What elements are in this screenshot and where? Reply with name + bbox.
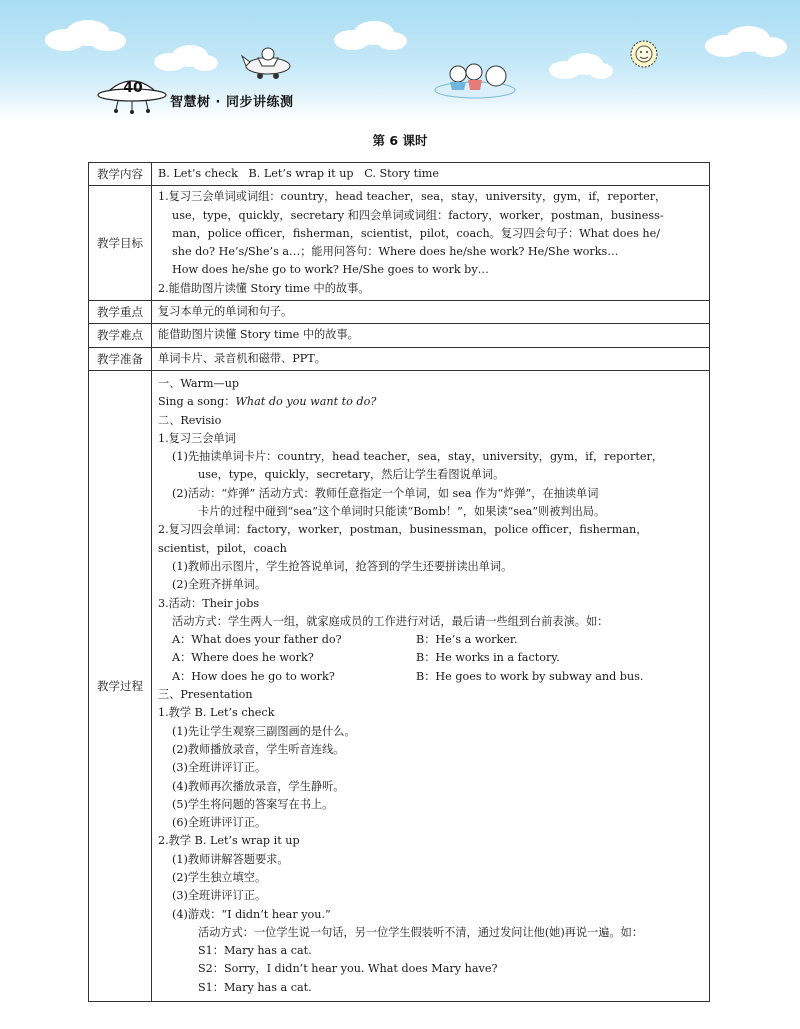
game-line: S2：Sorry，I didn’t hear you. What does Mary have? — [198, 962, 498, 976]
dialogue-a: A：Where does he work? — [172, 651, 314, 665]
step-line: 2.教学 B. Let’s wrap it up — [158, 834, 300, 848]
content-text: B. Let’s check B. Let’s wrap it up C. Story time — [158, 167, 439, 180]
cloud-icon — [40, 18, 130, 54]
step-line: (4)教师再次播放录音，学生静听。 — [172, 779, 345, 793]
row-content — [152, 370, 710, 1001]
step-line: (2)教师播放录音，学生听音连线。 — [172, 742, 345, 756]
objective-line: she do? He’s/She’s a…；能用问答句：Where does he/she work? He/She works… — [172, 245, 619, 259]
row-content — [152, 324, 710, 347]
row-label: 教学难点 — [89, 324, 152, 347]
game-line: S1：Mary has a cat. — [198, 944, 312, 958]
content-text: 能借助图片读懂 Story time 中的故事。 — [158, 328, 359, 342]
row-label: 教学重点 — [89, 301, 152, 324]
row-content — [152, 186, 710, 301]
dialogue-row — [158, 649, 705, 667]
table-row — [89, 370, 710, 1001]
song-line — [158, 393, 705, 411]
cloud-icon — [545, 52, 615, 82]
dialogue-row — [158, 631, 705, 649]
row-label: 教学目标 — [89, 186, 152, 301]
section-heading: 三、Presentation — [158, 688, 253, 702]
sun-icon — [626, 36, 662, 72]
song-prefix: Sing a song： — [158, 395, 236, 409]
section-heading: 一、Warm—up — [158, 376, 240, 390]
dialogue-a: A：How does he go to work? — [172, 669, 335, 683]
song-title: What do you want to do? — [235, 395, 377, 409]
step-line: (1)教师出示图片，学生抢答说单词，抢答到的学生还要拼读出单词。 — [172, 559, 513, 573]
step-line: use，type，quickly，secretary，然后让学生看图说单词。 — [198, 468, 505, 482]
dialogue-row — [158, 668, 705, 686]
content-text: 复习本单元的单词和句子。 — [158, 305, 293, 319]
step-line: 卡片的过程中碰到“sea”这个单词时只能读“Bomb！”，如果读“sea”则被判出局。 — [198, 505, 606, 519]
step-line: (2)全班齐拼单词。 — [172, 578, 267, 592]
step-line: (2)学生独立填空。 — [172, 870, 267, 884]
book-title: 智慧树 · 同步讲练测 — [170, 95, 294, 110]
objective-line: 2.能借助图片读懂 Story time 中的故事。 — [158, 281, 370, 295]
game-line: S1：Mary has a cat. — [198, 980, 312, 994]
step-line: 3.活动：Their jobs — [158, 596, 260, 610]
cloud-icon — [330, 20, 410, 52]
step-line: scientist，pilot，coach — [158, 541, 287, 555]
objective-line: use，type，quickly，secretary 和四会单词或词组：factory，worker，postman，business- — [172, 208, 664, 222]
airplane-icon — [240, 42, 298, 84]
step-line: 活动方式：学生两人一组，就家庭成员的工作进行对话，最后请一些组到台前表演。如： — [172, 614, 609, 628]
step-line: 活动方式：一位学生说一句话，另一位学生假装听不清，通过发问让他(她)再说一遍。如： — [198, 925, 644, 939]
table-row — [89, 347, 710, 370]
row-label: 教学内容 — [89, 163, 152, 186]
dialogue-b: B：He works in a factory. — [416, 651, 560, 665]
table-row — [89, 163, 710, 186]
row-label: 教学准备 — [89, 347, 152, 370]
table-row — [89, 301, 710, 324]
cloud-icon — [700, 24, 790, 60]
table-row — [89, 324, 710, 347]
lesson-title: 第 6 课时 — [372, 133, 428, 148]
section-heading: 二、Revisio — [158, 413, 222, 427]
kids-on-cloud-icon — [430, 60, 520, 100]
step-line: 2.复习四会单词：factory，worker，postman，businessman，police officer，fisherman， — [158, 523, 648, 537]
step-line: 1.教学 B. Let’s check — [158, 706, 275, 720]
step-line: 1.复习三会单词 — [158, 431, 236, 445]
row-content — [152, 301, 710, 324]
dialogue-a: A：What does your father do? — [172, 633, 342, 647]
step-line: (3)全班讲评订正。 — [172, 761, 267, 775]
row-content — [152, 347, 710, 370]
cloud-icon — [150, 44, 220, 74]
step-line: (3)全班讲评订正。 — [172, 889, 267, 903]
step-line: (6)全班讲评订正。 — [172, 816, 267, 830]
table-row — [89, 186, 710, 301]
objective-line: man，police officer，fisherman，scientist，pilot，coach。复习四会句子：What does he/ — [172, 226, 661, 240]
dialogue-b: B：He goes to work by subway and bus. — [416, 669, 644, 683]
step-line: (1)教师讲解答题要求。 — [172, 852, 289, 866]
lesson-plan-table — [88, 162, 710, 1002]
page-number: 40 — [123, 80, 143, 96]
step-line: (2)活动：“炸弹” 活动方式：教师任意指定一个单词，如 sea 作为“炸弹”，在抽读单词 — [172, 486, 599, 500]
row-content — [152, 163, 710, 186]
objective-line: 1.复习三会单词或词组：country，head teacher，sea，stay，university，gym，if，reporter， — [158, 190, 667, 204]
objective-line: How does he/she go to work? He/She goes to work by… — [172, 263, 489, 277]
step-line: (1)先抽读单词卡片：country，head teacher，sea，stay，university，gym，if，reporter， — [172, 450, 664, 464]
content-text: 单词卡片、录音机和磁带、PPT。 — [158, 351, 326, 365]
step-line: (1)先让学生观察三副图画的是什么。 — [172, 724, 356, 738]
step-line: (5)学生将问题的答案写在书上。 — [172, 797, 334, 811]
row-label: 教学过程 — [89, 370, 152, 1001]
step-line: (4)游戏：“I didn’t hear you.” — [172, 907, 331, 921]
dialogue-b: B：He’s a worker. — [416, 633, 518, 647]
